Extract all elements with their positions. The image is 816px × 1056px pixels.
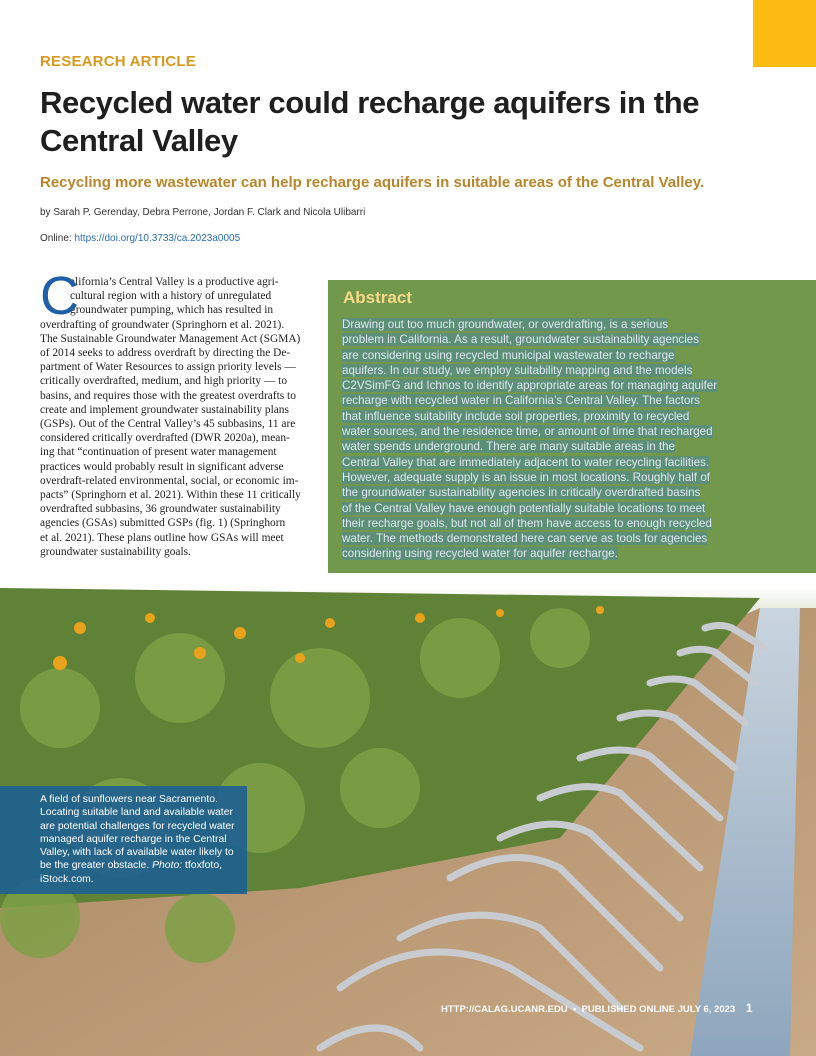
body-line: practices would probably result in significant adverse (40, 460, 284, 473)
body-line: overdrafting of groundwater (Springhorn et al. 2021). (40, 318, 285, 331)
abstract-line-text: water spends underground. There are many suitable areas in the (342, 440, 675, 454)
body-line: basins, and requires those with the greatest overdrafts to (40, 389, 296, 402)
abstract-line (342, 470, 717, 485)
body-line: overdrafted subbasins, 36 groundwater sustainability (40, 503, 281, 516)
footer-separator: • (572, 1004, 577, 1015)
photo-label: Photo: (152, 860, 183, 872)
body-line: groundwater pumping, which has resulted in (70, 304, 274, 317)
body-text (40, 266, 312, 559)
subtitle: Recycling more wastewater can help recharge aquifers in suitable areas of the Central Valley. (40, 174, 705, 191)
caption-text: A field of sunflowers near Sacramento. Locating suitable land and available water are potential challenges for recycled water managed aquifer recharge in the Central Valley, with lack of available water likely to be the greater obstacle. (40, 794, 235, 872)
abstract-line (342, 363, 717, 378)
body-line: agencies (GSAs) submitted GSPs (fig. 1) (Springhorn (40, 517, 286, 530)
abstract-line (342, 409, 717, 424)
abstract-line-text: problem in California. As a result, groundwater sustainability agencies (342, 333, 700, 347)
abstract-line-text: aquifers. In our study, we employ suitability mapping and the models (342, 363, 693, 377)
abstract-line-text: the groundwater sustainability agencies in critically overdrafted basins (342, 486, 701, 500)
doi-link[interactable]: https://doi.org/10.3733/ca.2023a0005 (74, 233, 241, 244)
abstract-line-text: their recharge goals, but not all of them have access to enough recycled (342, 516, 712, 530)
online-label: Online: (40, 233, 75, 244)
abstract-line (342, 332, 717, 347)
body-line: critically overdrafted, medium, and high priority — to (40, 375, 288, 388)
abstract-line (342, 501, 717, 516)
abstract-box (328, 280, 816, 573)
abstract-line-text: of the Central Valley have enough potentially suitable locations to meet (342, 501, 706, 515)
body-line: pacts” (Springhorn et al. 2021). Within these 11 critically (40, 489, 301, 502)
abstract-line (342, 455, 717, 470)
abstract-line (342, 546, 717, 561)
body-line: overdraft-related environmental, social, or economic im- (40, 474, 299, 487)
body-line: create and implement groundwater sustainability plans (40, 403, 289, 416)
body-line: considered critically overdrafted (DWR 2020a), mean- (40, 432, 290, 445)
abstract-line (342, 424, 717, 439)
body-line: The Sustainable Groundwater Management Act (SGMA) (40, 332, 301, 345)
photo-credit: tfoxfoto, iStock.com. (40, 860, 222, 885)
abstract-heading: Abstract (343, 288, 412, 307)
abstract-line-text: are considering using recycled municipal wastewater to recharge (342, 348, 675, 362)
body-line: (GSPs). Out of the Central Valley’s 45 subbasins, 11 are (40, 418, 296, 431)
body-line: partment of Water Resources to assign priority levels — (40, 361, 296, 374)
body-line: et al. 2021). These plans outline how GSAs will meet (40, 531, 284, 544)
abstract-line (342, 317, 717, 332)
authors: by Sarah P. Gerenday, Debra Perrone, Jordan F. Clark and Nicola Ulibarri (40, 207, 366, 218)
body-line: of 2014 seeks to address overdraft by directing the De- (40, 347, 291, 360)
abstract-line-text: that influence suitability include soil properties, proximity to recycled (342, 409, 690, 423)
abstract-text[interactable] (342, 317, 717, 562)
body-line: alifornia’s Central Valley is a productive agri- (70, 276, 279, 288)
abstract-line-text: water sources, and the residence time, or amount of time that recharged (342, 425, 713, 439)
corner-tab (753, 0, 816, 67)
body-line: ing that “continuation of present water management (40, 446, 277, 459)
footer-url[interactable]: HTTP://CALAG.UCANR.EDU (441, 1004, 568, 1015)
page-number: 1 (745, 1001, 753, 1015)
drop-cap: C (40, 266, 79, 326)
abstract-line-text: recharge with recycled water in California’s Central Valley. The factors (342, 394, 701, 408)
abstract-line-text: Drawing out too much groundwater, or overdrafting, is a serious (342, 318, 669, 331)
body-line: groundwater sustainability goals. (40, 545, 191, 558)
abstract-line-text: However, adequate supply is an issue in most locations. Roughly half of (342, 470, 710, 484)
abstract-line (342, 378, 717, 393)
online-doi (40, 233, 240, 244)
photo-caption (0, 786, 247, 894)
abstract-line-text: considering using recycled water for aquifer recharge. (342, 547, 618, 561)
article-type: RESEARCH ARTICLE (40, 53, 196, 70)
abstract-line (342, 348, 717, 363)
abstract-line (342, 439, 717, 454)
page-footer (441, 1001, 753, 1015)
body-line: cultural region with a history of unregulated (70, 290, 272, 303)
abstract-line (342, 393, 717, 408)
abstract-line-text: water. The methods demonstrated here can serve as tools for agencies (342, 532, 708, 546)
abstract-line-text: Central Valley that are immediately adjacent to water recycling facilities. (342, 455, 710, 469)
abstract-line (342, 531, 717, 546)
abstract-line (342, 485, 717, 500)
abstract-line-text: C2VSimFG and Ichnos to identify appropriate areas for managing aquifer (342, 379, 718, 393)
page-title: Recycled water could recharge aquifers in the Central Valley (40, 85, 700, 158)
footer-published: PUBLISHED ONLINE JULY 6, 2023 (581, 1004, 736, 1015)
abstract-line (342, 516, 717, 531)
